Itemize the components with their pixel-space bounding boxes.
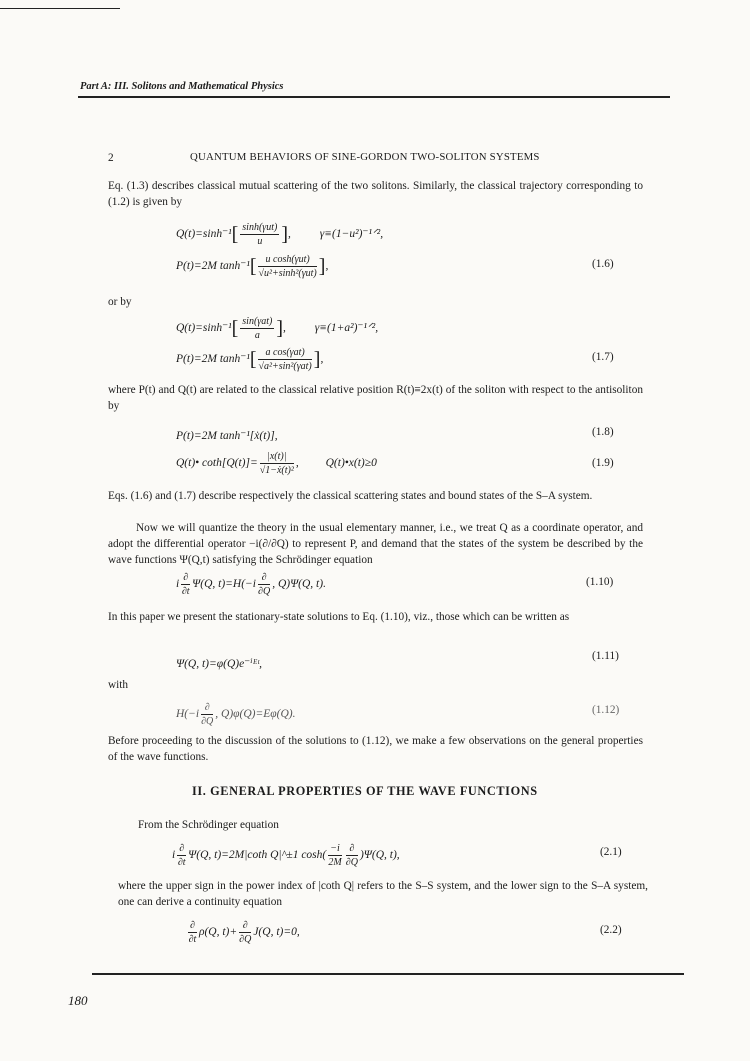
page-number-bottom: 180 bbox=[68, 993, 88, 1008]
equation-1-12 bbox=[176, 702, 295, 727]
equation-1-7-q: Q(t)=sinh⁻¹[ sin(γat) a ], γ≡(1+a²)⁻¹ᐟ², bbox=[176, 316, 379, 341]
paragraph-5: In this paper we present the stationary-state solutions to Eq. (1.10), viz., those which can be written as bbox=[108, 611, 570, 623]
eq16-p-den: √u²+sinh²(γut) bbox=[258, 268, 317, 279]
eq110-d2-num: ∂ bbox=[258, 572, 270, 585]
eq19-num: |x(t)| bbox=[260, 451, 294, 464]
with-text: with bbox=[108, 679, 129, 691]
eq22-d2-num: ∂ bbox=[239, 920, 251, 933]
equation-1-7-p: P(t)=2M tanh⁻¹[ a cos(γat) √a²+sin²(γat) ], bbox=[176, 347, 324, 372]
equation-2-2 bbox=[186, 920, 300, 945]
footer-rule bbox=[92, 973, 684, 975]
equation-1-9: Q(t)• coth[Q(t)]= $\frac{|x(t)|}{\text{√1−ẋ(t)²}}$ , Q(t)•x(t)≥0 bbox=[176, 451, 377, 476]
eq110-mid: Ψ(Q, t)=H(−i bbox=[192, 578, 257, 591]
eq21-mid: Ψ(Q, t)=2M|coth Q|^±1 cosh( bbox=[188, 849, 327, 862]
eq21-f-den: 2M bbox=[328, 857, 342, 868]
eq22-d-den: ∂t bbox=[188, 934, 197, 945]
header-rule bbox=[78, 96, 670, 98]
eq110-d-num: ∂ bbox=[183, 572, 189, 583]
running-head: Part A: III. Solitons and Mathematical Physics bbox=[80, 81, 284, 92]
eq-number-1-12: (1.12) bbox=[592, 704, 620, 716]
eq19-den: √1−ẋ(t)² bbox=[259, 465, 294, 476]
equation-1-6-p: P(t)=2M tanh⁻¹[ u cosh(γut) √u²+sinh²(γut) ], bbox=[176, 254, 329, 279]
equation-2-1 bbox=[172, 843, 400, 868]
paragraph-7: From the Schrödinger equation bbox=[138, 819, 279, 831]
eq-number-1-6: (1.6) bbox=[592, 258, 614, 270]
eq17-p-num: a cos(γat) bbox=[258, 347, 311, 360]
eq17-p-den: √a²+sin²(γat) bbox=[258, 361, 312, 372]
paragraph-4: Now we will quantize the theory in the usual elementary manner, i.e., we treat Q as a coordinate operator, and adopt the differential operator −i(∂/∂Q) to represent P, and demand that the states of the system be described by the wave functions Ψ(Q,t) satisfying the Schrödinger equation bbox=[108, 522, 643, 566]
eq112-lhs: H(−i bbox=[176, 708, 200, 721]
or-by-text: or by bbox=[108, 296, 132, 308]
paragraph-6: Before proceeding to the discussion of the solutions to (1.12), we make a few observations on the general properties of the wave functions. bbox=[108, 735, 643, 763]
paragraph-1: Eq. (1.3) describes classical mutual scattering of the two solitons. Similarly, the classical trajectory corresponding to (1.2) is given by bbox=[108, 180, 643, 208]
eq112-d-num: ∂ bbox=[201, 702, 213, 715]
eq16-q-lhs: Q(t)=sinh⁻¹ bbox=[176, 228, 232, 241]
paper-title: QUANTUM BEHAVIORS OF SINE-GORDON TWO-SOLITON SYSTEMS bbox=[190, 151, 540, 163]
eq-number-2-2: (2.2) bbox=[600, 924, 622, 936]
eq-number-1-9: (1.9) bbox=[592, 457, 614, 469]
equation-1-10 bbox=[176, 572, 326, 597]
eq22-d-num: ∂ bbox=[190, 920, 195, 931]
eq-number-2-1: (2.1) bbox=[600, 846, 622, 858]
paragraph-2: where P(t) and Q(t) are related to the classical relative position R(t)≡2x(t) of the soliton with respect to the antisoliton by bbox=[108, 384, 643, 412]
eq17-q-den: a bbox=[254, 330, 260, 341]
eq-number-1-8: (1.8) bbox=[592, 426, 614, 438]
eq22-mid: ρ(Q, t)+ bbox=[198, 926, 238, 939]
equation-1-8: P(t)=2M tanh⁻¹[ẋ(t)], bbox=[176, 430, 278, 442]
eq21-d2-num: ∂ bbox=[346, 843, 358, 856]
eq17-q-lhs: Q(t)=sinh⁻¹ bbox=[176, 322, 232, 335]
top-left-rule bbox=[0, 8, 120, 9]
equation-1-11: Ψ(Q, t)=φ(Q)e⁻ⁱᴱᵗ, bbox=[176, 658, 263, 670]
page-number-top: 2 bbox=[108, 152, 114, 164]
eq-number-1-11: (1.11) bbox=[592, 650, 619, 662]
eq16-p-lhs: P(t)=2M tanh⁻¹ bbox=[176, 260, 250, 273]
eq16-gamma: γ≡(1−u²)⁻¹ᐟ², bbox=[319, 228, 384, 241]
paragraph-8: where the upper sign in the power index of |coth Q| refers to the S–S system, and the lower sign to the S–A system, one can derive a continuity equation bbox=[118, 880, 648, 908]
eq19-lhs: Q(t)• coth[Q(t)]= bbox=[176, 457, 258, 470]
eq17-p-lhs: P(t)=2M tanh⁻¹ bbox=[176, 353, 250, 366]
eq16-q-num: sinh(γut) bbox=[242, 222, 278, 233]
eq22-d2-den: ∂Q bbox=[239, 934, 252, 945]
eq16-p-num: u cosh(γut) bbox=[258, 254, 316, 267]
eq-number-1-7: (1.7) bbox=[592, 351, 614, 363]
equation-1-6-q: Q(t)=sinh⁻¹[ sinh(γut) u ], γ≡(1−u²)⁻¹ᐟ², bbox=[176, 222, 384, 247]
eq17-q-num: sin(γat) bbox=[242, 316, 273, 327]
eq110-i: i bbox=[176, 578, 180, 591]
eq110-rhs: , Q)Ψ(Q, t). bbox=[272, 578, 326, 591]
eq21-f-num: −i bbox=[330, 843, 340, 854]
eq112-d-den: ∂Q bbox=[201, 716, 214, 727]
eq110-d-den: ∂t bbox=[181, 586, 190, 597]
eq22-rhs: J(Q, t)=0, bbox=[253, 926, 300, 939]
section-heading: II. GENERAL PROPERTIES OF THE WAVE FUNCTIONS bbox=[192, 784, 538, 798]
eq17-gamma: γ≡(1+a²)⁻¹ᐟ², bbox=[314, 322, 379, 335]
eq19-condition: Q(t)•x(t)≥0 bbox=[325, 457, 377, 470]
eq-number-1-10: (1.10) bbox=[586, 576, 614, 588]
eq16-q-den: u bbox=[257, 236, 263, 247]
paragraph-3: Eqs. (1.6) and (1.7) describe respectively the classical scattering states and bound states of the S–A system. bbox=[108, 490, 593, 502]
eq21-d2-den: ∂Q bbox=[345, 857, 358, 868]
eq110-d2-den: ∂Q bbox=[258, 586, 271, 597]
eq21-rhs: )Ψ(Q, t), bbox=[359, 849, 400, 862]
eq21-i: i bbox=[172, 849, 176, 862]
eq21-d-num: ∂ bbox=[179, 843, 185, 854]
eq112-rhs: , Q)φ(Q)=Eφ(Q). bbox=[215, 708, 296, 721]
eq21-d-den: ∂t bbox=[177, 857, 186, 868]
